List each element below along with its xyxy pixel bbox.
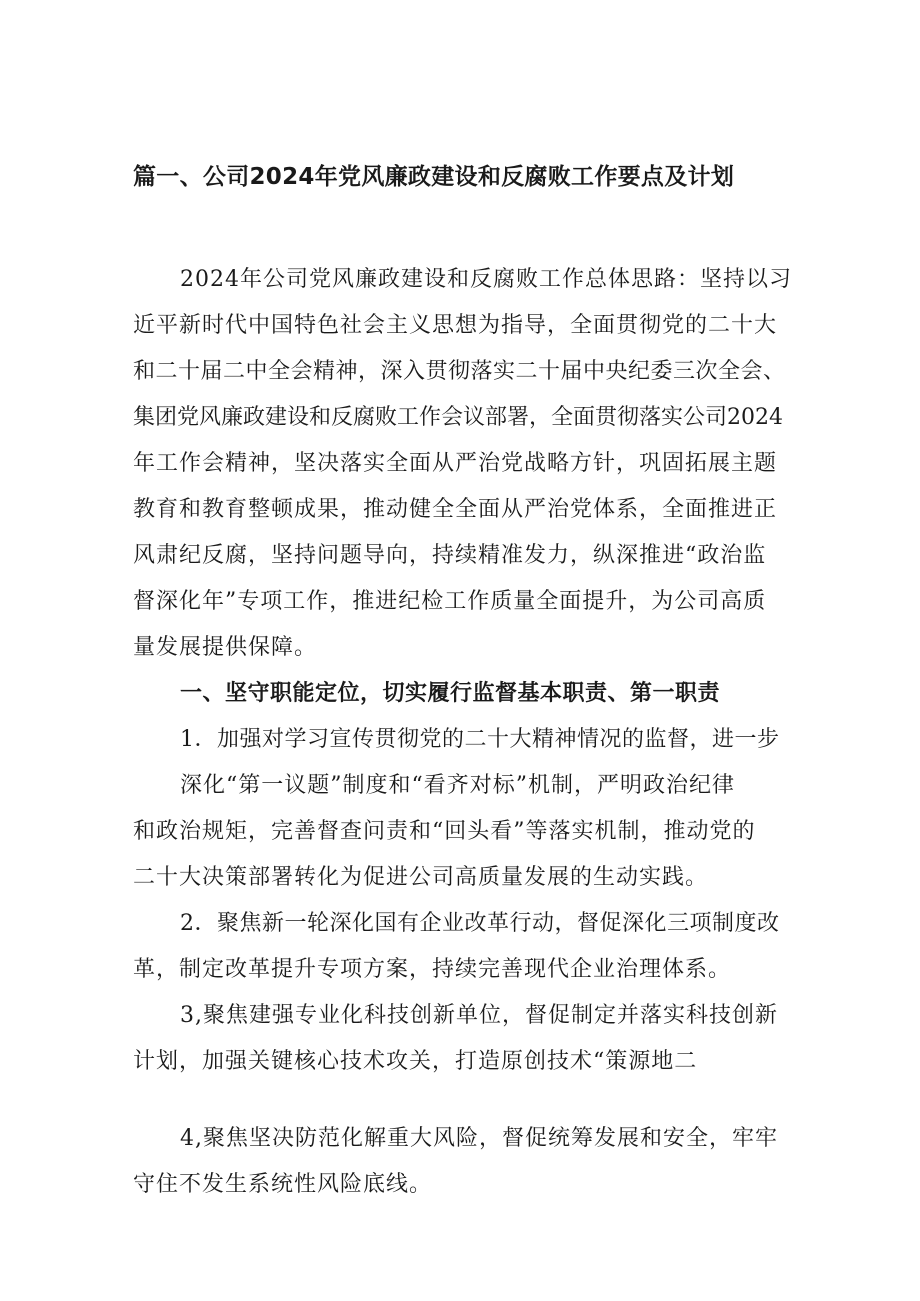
intro-line: 教育和教育整顿成果，推动健全全面从严治党体系，全面推进正 bbox=[133, 497, 778, 522]
intro-line: 集团党风廉政建设和反腐败工作会议部署，全面贯彻落实公司2024 bbox=[133, 405, 783, 430]
item-4-line: 守住不发生系统性风险底线。 bbox=[133, 1172, 433, 1197]
document-title: 篇一、公司2024年党风廉政建设和反腐败工作要点及计划 bbox=[133, 164, 735, 190]
item-3-line: 计划，加强关键核心技术攻关，打造原创技术“策源地二 bbox=[133, 1049, 698, 1074]
intro-line: 年工作会精神，坚决落实全面从严治党战略方针，巩固拓展主题 bbox=[133, 451, 778, 476]
item-4-line: 4,聚焦坚决防范化解重大风险，督促统筹发展和安全，牢牢 bbox=[180, 1126, 778, 1151]
item-1-line: 1．加强对学习宣传贯彻党的二十大精神情况的监督，进一步 bbox=[180, 727, 780, 752]
item-1-line: 二十大决策部署转化为促进公司高质量发展的生动实践。 bbox=[133, 865, 709, 890]
item-2-line: 革，制定改革提升专项方案，持续完善现代企业治理体系。 bbox=[133, 957, 732, 982]
item-1-line: 深化“第一议题”制度和“看齐对标”机制，严明政治纪律 bbox=[180, 773, 735, 798]
intro-line: 近平新时代中国特色社会主义思想为指导，全面贯彻党的二十大 bbox=[133, 313, 778, 338]
item-1-line: 和政治规矩，完善督查问责和“回头看”等落实机制，推动党的 bbox=[133, 819, 756, 844]
section-heading: 一、坚守职能定位，切实履行监督基本职责、第一职责 bbox=[180, 681, 721, 706]
intro-line: 量发展提供保障。 bbox=[133, 635, 318, 660]
intro-line: 督深化年”专项工作，推进纪检工作质量全面提升，为公司高质 bbox=[133, 589, 767, 614]
intro-line: 风肃纪反腐，坚持问题导向，持续精准发力，纵深推进“政治监 bbox=[133, 543, 767, 568]
intro-line: 和二十届二中全会精神，深入贯彻落实二十届中央纪委三次全会、 bbox=[133, 359, 786, 384]
intro-line: 2024年公司党风廉政建设和反腐败工作总体思路：坚持以习 bbox=[180, 267, 792, 292]
item-3-line: 3,聚焦建强专业化科技创新单位，督促制定并落实科技创新 bbox=[180, 1003, 778, 1028]
item-2-line: 2．聚焦新一轮深化国有企业改革行动，督促深化三项制度改 bbox=[180, 911, 780, 936]
